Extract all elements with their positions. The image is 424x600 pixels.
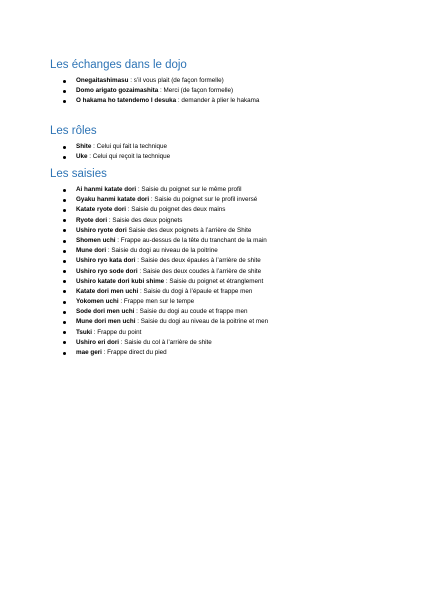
list-item	[50, 86, 390, 96]
list-item	[50, 96, 390, 106]
bullet-icon	[63, 311, 66, 314]
list-item	[50, 216, 390, 226]
term: Mune dori	[76, 247, 107, 255]
term: Ushiro ryo kata dori	[76, 257, 136, 265]
separator: :	[107, 216, 111, 224]
separator: :	[119, 338, 123, 346]
separator: :	[115, 236, 120, 244]
separator: :	[149, 196, 153, 204]
list-item	[50, 297, 390, 307]
definition: Frappe du point	[95, 328, 142, 336]
separator: :	[106, 247, 110, 255]
bullet-icon	[63, 301, 66, 304]
definition: Saisie des deux coudes à l’arrière de shite	[141, 267, 262, 275]
separator: :	[134, 308, 138, 316]
list-item	[50, 195, 390, 205]
list-item	[50, 317, 390, 327]
definition: Merci (de façon formelle)	[161, 87, 234, 95]
definition: Saisie du dogi à l’épaule et frappe men	[141, 287, 253, 295]
term-list	[50, 76, 390, 107]
definition: Saisie du col à l’arrière de shite	[122, 338, 212, 346]
separator: :	[138, 287, 142, 295]
definition: Saisie du dogi au coude et frappe men	[137, 308, 248, 316]
bullet-icon	[63, 331, 66, 334]
term-list	[50, 185, 390, 358]
definition: Saisie des deux poignets	[110, 216, 183, 224]
separator: :	[126, 206, 130, 214]
separator: :	[135, 318, 139, 326]
separator: :	[136, 186, 140, 193]
list-item	[50, 328, 390, 338]
section-heading: Les rôles	[50, 125, 97, 137]
term: Shite	[76, 143, 92, 150]
term: Ushiro ryote dori	[76, 226, 127, 234]
separator: :	[158, 87, 162, 95]
bullet-icon	[63, 209, 66, 212]
term: Gyaku hanmi katate dori	[76, 196, 150, 204]
term: Ryote dori	[76, 216, 108, 224]
term: Ushiro eri dori	[76, 338, 120, 346]
term: Mune dori men uchi	[76, 318, 136, 326]
separator: :	[91, 328, 96, 336]
term: Uke	[76, 153, 88, 161]
separator: :	[164, 277, 168, 285]
definition: Frappe au-dessus de la tête du tranchant de la main	[119, 236, 267, 244]
term: Tsuki	[76, 328, 92, 336]
list-item	[50, 205, 390, 215]
term: Yokomen uchi	[76, 298, 119, 306]
bullet-icon	[63, 352, 66, 355]
term: Ushiro ryo sode dori	[76, 267, 138, 275]
term: Sode dori men uchi	[76, 308, 135, 316]
list-item	[50, 226, 390, 236]
bullet-icon	[63, 290, 66, 293]
list-item	[50, 152, 390, 162]
definition: Saisie du poignet des deux mains	[129, 206, 226, 214]
separator: :	[101, 349, 106, 356]
term: O hakama ho tatendemo I desuka	[76, 97, 177, 105]
definition: Saisie des deux poignets à l’arrière de Shite	[126, 226, 252, 234]
bullet-icon	[63, 321, 66, 324]
bullet-icon	[63, 146, 66, 149]
definition: Saisie des deux épaules à l’arrière de shite	[139, 257, 261, 265]
definition: Saisie du poignet sur le profil inversé	[152, 196, 258, 204]
term-list	[50, 142, 390, 162]
list-item	[50, 236, 390, 246]
term: Katate ryote dori	[76, 206, 127, 214]
list-item	[50, 267, 390, 277]
bullet-icon	[63, 189, 66, 192]
term: Domo arigato gozaimashita	[76, 87, 159, 95]
section-dojo-exchanges	[50, 58, 390, 107]
list-item	[50, 277, 390, 287]
term: Shomen uchi	[76, 236, 116, 244]
list-item	[50, 185, 390, 195]
definition: Frappe men sur le tempe	[122, 298, 195, 306]
bullet-icon	[63, 260, 66, 263]
definition: Frappe direct du pied	[105, 349, 167, 356]
list-item	[50, 307, 390, 317]
bullet-icon	[63, 341, 66, 344]
bullet-icon	[63, 240, 66, 243]
definition: Saisie du poignet sur le même profil	[139, 186, 242, 193]
section-grabs	[50, 167, 390, 358]
definition: Celui qui reçoit la technique	[91, 153, 171, 161]
bullet-icon	[63, 280, 66, 283]
list-item	[50, 246, 390, 256]
separator: :	[91, 143, 95, 150]
bullet-icon	[63, 219, 66, 222]
section-heading: Les saisies	[50, 168, 107, 180]
term: mae geri	[76, 349, 102, 356]
bullet-icon	[63, 250, 66, 253]
definition: Saisie du dogi au niveau de la poitrine	[109, 247, 218, 255]
bullet-icon	[63, 156, 66, 159]
list-item	[50, 256, 390, 266]
definition: Saisie du dogi au niveau de la poitrine et men	[138, 318, 269, 326]
list-item	[50, 76, 390, 86]
separator: :	[137, 267, 142, 275]
separator: :	[176, 97, 180, 105]
section-heading: Les échanges dans le dojo	[50, 59, 187, 71]
separator: :	[87, 153, 92, 161]
definition: s’il vous plait (de façon formelle)	[132, 77, 224, 84]
term: Onegaitashimasu	[76, 77, 129, 84]
bullet-icon	[63, 100, 66, 103]
definition: demander à plier le hakama	[179, 97, 260, 105]
term: Ushiro katate dori kubi shime	[76, 277, 165, 285]
list-item	[50, 338, 390, 348]
bullet-icon	[63, 199, 66, 202]
bullet-icon	[63, 270, 66, 273]
separator: :	[128, 77, 132, 84]
separator: :	[135, 257, 139, 265]
definition: Celui qui fait la technique	[94, 143, 168, 150]
list-item	[50, 348, 390, 358]
definition: Saisie du poignet et étranglement	[167, 277, 264, 285]
section-roles	[50, 124, 390, 162]
bullet-icon	[63, 229, 66, 232]
bullet-icon	[63, 90, 66, 93]
bullet-icon	[63, 80, 66, 83]
term: Katate dori men uchi	[76, 287, 139, 295]
term: Ai hanmi katate dori	[76, 186, 137, 193]
list-item	[50, 142, 390, 152]
list-item	[50, 287, 390, 297]
separator: :	[118, 298, 123, 306]
